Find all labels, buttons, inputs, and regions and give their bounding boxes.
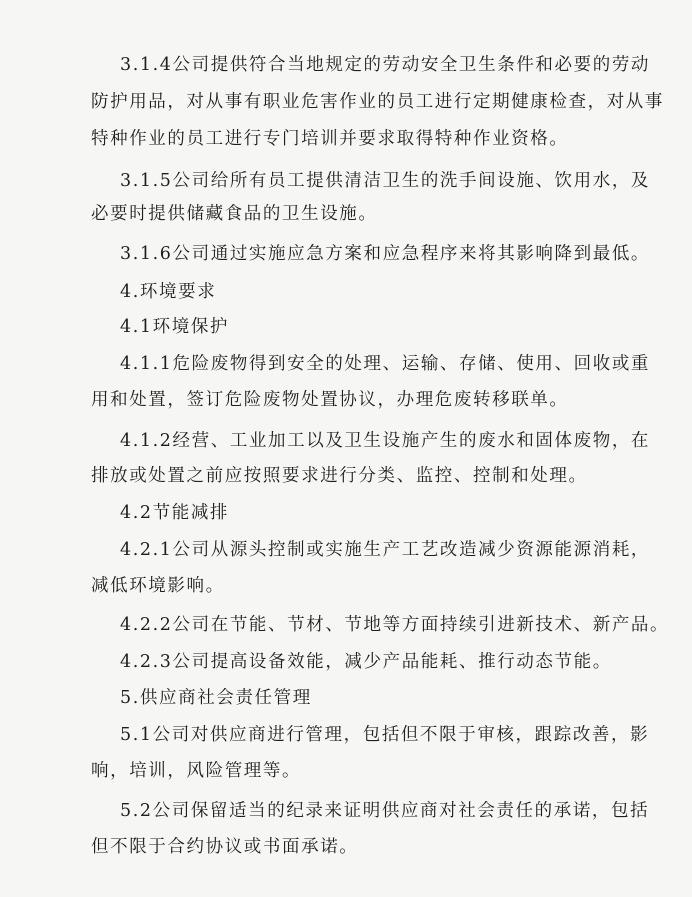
- paragraph-line: 减低环境影响。: [91, 576, 225, 596]
- paragraph-line: 3.1.4公司提供符合当地规定的劳动安全卫生条件和必要的劳动: [120, 55, 651, 75]
- paragraph-line: 5.2公司保留适当的纪录来证明供应商对社会责任的承诺，包括: [120, 801, 650, 821]
- paragraph-line: 4.2.1公司从源头控制或实施生产工艺改造减少资源能源消耗，: [120, 540, 651, 560]
- section-heading: 5.供应商社会责任管理: [120, 688, 312, 708]
- paragraph-line: 用和处置，签订危险废物处置协议，办理危废转移联单。: [91, 390, 569, 410]
- paragraph-line: 4.1.1危险废物得到安全的处理、运输、存储、使用、回收或重: [120, 354, 651, 374]
- section-heading: 4.环境要求: [120, 282, 217, 302]
- paragraph-line: 3.1.6公司通过实施应急方案和应急程序来将其影响降到最低。: [120, 244, 651, 264]
- section-heading: 4.2节能减排: [120, 503, 230, 523]
- paragraph-line: 响，培训，风险管理等。: [91, 761, 302, 781]
- paragraph-line: 防护用品，对从事有职业危害作业的员工进行定期健康检查，对从事: [91, 92, 664, 112]
- paragraph-line: 但不限于合约协议或书面承诺。: [91, 837, 359, 857]
- paragraph-line: 4.2.3公司提高设备效能，减少产品能耗、推行动态节能。: [120, 652, 612, 672]
- paragraph-line: 排放或处置之前应按照要求进行分类、监控、控制和处理。: [91, 466, 588, 486]
- paragraph-line: 特种作业的员工进行专门培训并要求取得特种作业资格。: [91, 129, 569, 149]
- paragraph-line: 4.2.2公司在节能、节材、节地等方面持续引进新技术、新产品。: [120, 615, 670, 635]
- section-heading: 4.1环境保护: [120, 317, 230, 337]
- paragraph-line: 4.1.2经营、工业加工以及卫生设施产生的废水和固体废物，在: [120, 431, 651, 451]
- paragraph-line: 5.1公司对供应商进行管理，包括但不限于审核，跟踪改善，影: [120, 725, 650, 745]
- paragraph-line: 必要时提供储藏食品的卫生设施。: [91, 204, 378, 224]
- paragraph-line: 3.1.5公司给所有员工提供清洁卫生的洗手间设施、饮用水，及: [120, 171, 651, 191]
